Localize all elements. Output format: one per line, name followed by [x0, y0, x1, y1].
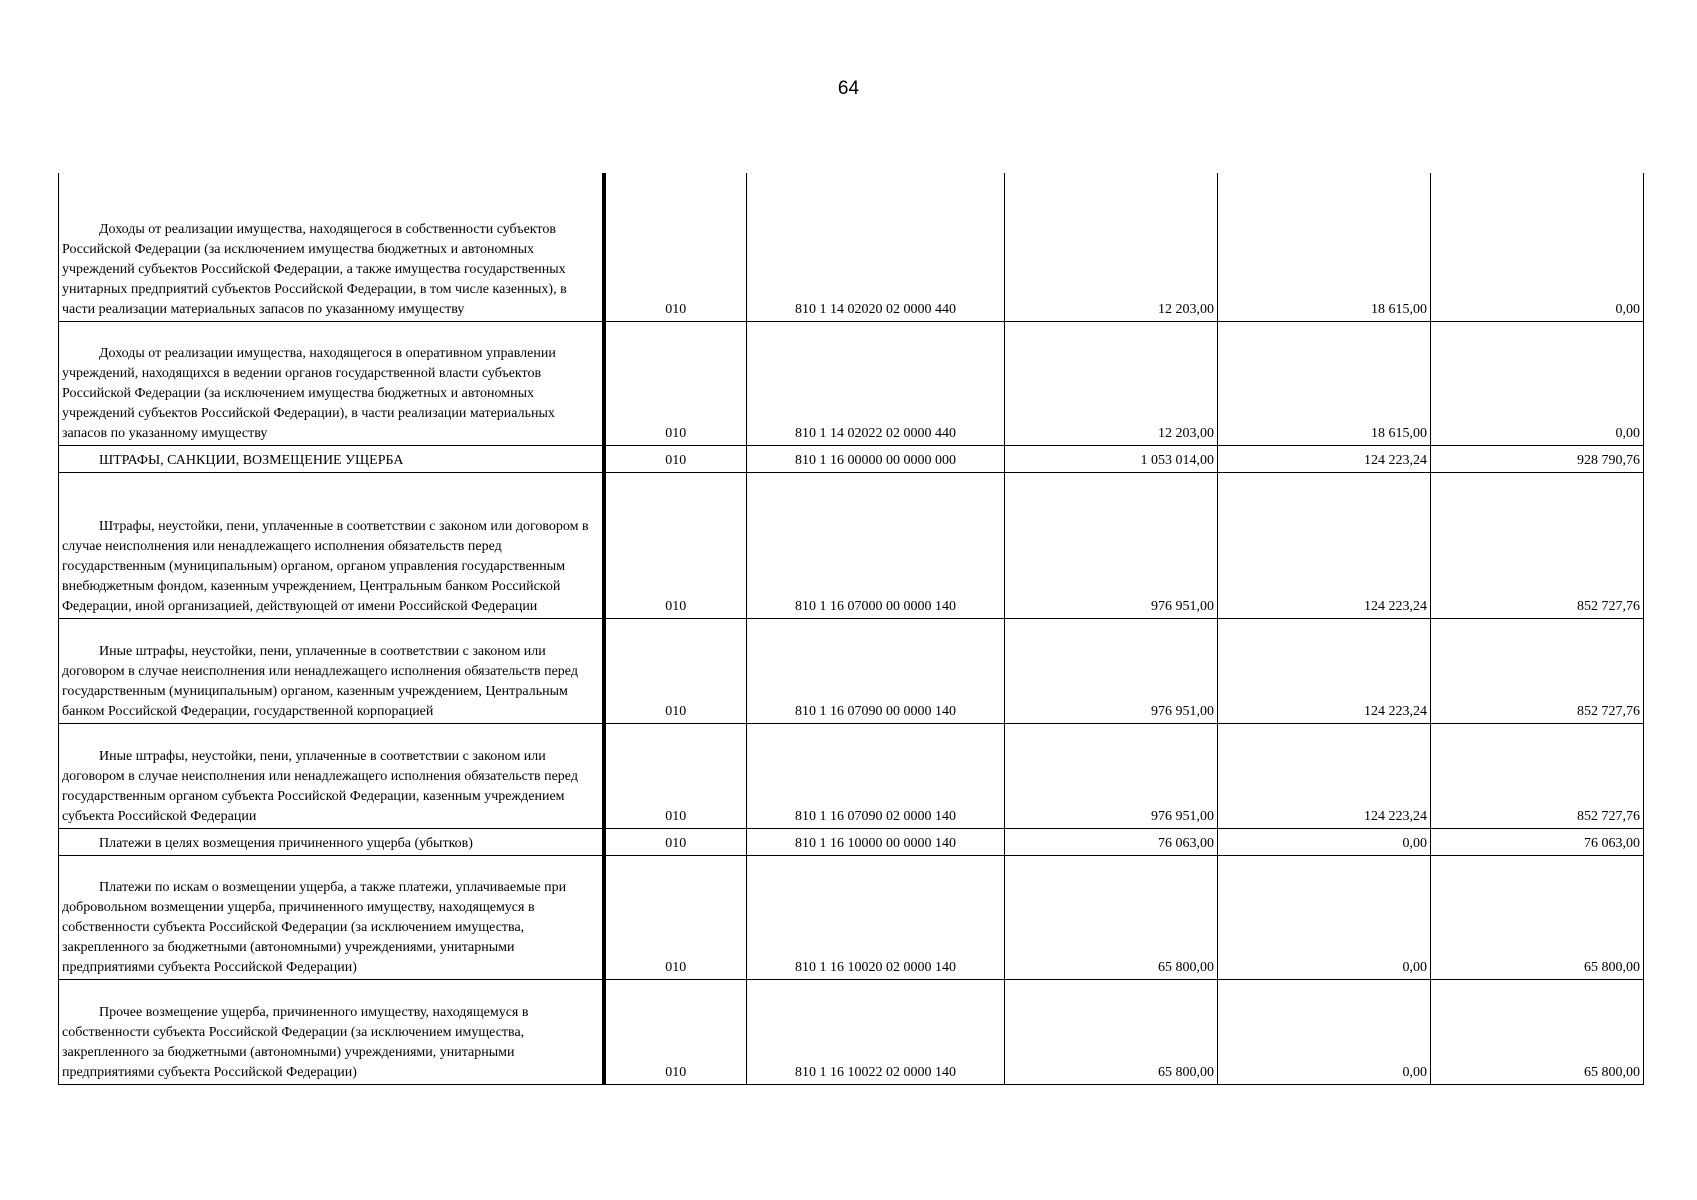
row-description: ШТРАФЫ, САНКЦИИ, ВОЗМЕЩЕНИЕ УЩЕРБА [59, 445, 604, 472]
row-line-code: 010 [604, 321, 747, 445]
row-budget-code: 810 1 14 02020 02 0000 440 [747, 173, 1005, 321]
page-number: 64 [837, 78, 860, 99]
row-approved-amount: 65 800,00 [1005, 979, 1218, 1084]
row-budget-code: 810 1 16 07090 02 0000 140 [747, 723, 1005, 828]
row-budget-code: 810 1 16 00000 00 0000 000 [747, 445, 1005, 472]
row-line-code: 010 [604, 618, 747, 723]
row-unexecuted-amount: 65 800,00 [1431, 979, 1644, 1084]
row-line-code: 010 [604, 828, 747, 855]
row-description: Штрафы, неустойки, пени, уплаченные в соответствии с законом или договором в случае неисполнения или ненадлежащего исполнения обязательств перед государственным (муниципальным) органом, органом управления государственным внебюджетным фондом, казенным учреждением, Центральным банком Российской Федерации, иной организацией, действующей от имени Российской Федерации [59, 472, 604, 618]
table-row [59, 828, 1644, 855]
revenue-table [58, 173, 1644, 1085]
row-description: Доходы от реализации имущества, находящегося в оперативном управлении учреждений, находящихся в ведении органов государственной власти субъектов Российской Федерации (за исключением имущества бюджетных и автономных учреждений субъектов Российской Федерации), в части реализации материальных запасов по указанному имуществу [59, 321, 604, 445]
row-budget-code: 810 1 16 10020 02 0000 140 [747, 855, 1005, 979]
row-approved-amount: 1 053 014,00 [1005, 445, 1218, 472]
row-line-code: 010 [604, 445, 747, 472]
row-unexecuted-amount: 0,00 [1431, 321, 1644, 445]
row-approved-amount: 976 951,00 [1005, 723, 1218, 828]
row-budget-code: 810 1 16 10000 00 0000 140 [747, 828, 1005, 855]
row-unexecuted-amount: 65 800,00 [1431, 855, 1644, 979]
table-row [59, 445, 1644, 472]
row-executed-amount: 18 615,00 [1218, 321, 1431, 445]
row-line-code: 010 [604, 979, 747, 1084]
row-description: Платежи в целях возмещения причиненного ущерба (убытков) [59, 828, 604, 855]
row-approved-amount: 76 063,00 [1005, 828, 1218, 855]
row-unexecuted-amount: 76 063,00 [1431, 828, 1644, 855]
table-row [59, 855, 1644, 979]
row-description: Иные штрафы, неустойки, пени, уплаченные в соответствии с законом или договором в случае неисполнения или ненадлежащего исполнения обязательств перед государственным (муниципальным) органом, казенным учреждением, Центральным банком Российской Федерации, государственной корпорацией [59, 618, 604, 723]
row-unexecuted-amount: 852 727,76 [1431, 618, 1644, 723]
row-approved-amount: 976 951,00 [1005, 472, 1218, 618]
table-row [59, 723, 1644, 828]
row-executed-amount: 124 223,24 [1218, 723, 1431, 828]
row-line-code: 010 [604, 472, 747, 618]
row-unexecuted-amount: 852 727,76 [1431, 723, 1644, 828]
row-unexecuted-amount: 0,00 [1431, 173, 1644, 321]
row-approved-amount: 65 800,00 [1005, 855, 1218, 979]
row-executed-amount: 124 223,24 [1218, 472, 1431, 618]
row-budget-code: 810 1 14 02022 02 0000 440 [747, 321, 1005, 445]
table-row [59, 472, 1644, 618]
row-unexecuted-amount: 852 727,76 [1431, 472, 1644, 618]
row-unexecuted-amount: 928 790,76 [1431, 445, 1644, 472]
row-line-code: 010 [604, 855, 747, 979]
row-executed-amount: 124 223,24 [1218, 618, 1431, 723]
row-executed-amount: 124 223,24 [1218, 445, 1431, 472]
row-approved-amount: 976 951,00 [1005, 618, 1218, 723]
row-budget-code: 810 1 16 10022 02 0000 140 [747, 979, 1005, 1084]
table-row [59, 173, 1644, 321]
table-row [59, 321, 1644, 445]
row-budget-code: 810 1 16 07090 00 0000 140 [747, 618, 1005, 723]
row-description: Иные штрафы, неустойки, пени, уплаченные в соответствии с законом или договором в случае неисполнения или ненадлежащего исполнения обязательств перед государственным органом субъекта Российской Федерации, казенным учреждением субъекта Российской Федерации [59, 723, 604, 828]
row-approved-amount: 12 203,00 [1005, 321, 1218, 445]
row-budget-code: 810 1 16 07000 00 0000 140 [747, 472, 1005, 618]
row-executed-amount: 18 615,00 [1218, 173, 1431, 321]
row-approved-amount: 12 203,00 [1005, 173, 1218, 321]
row-line-code: 010 [604, 173, 747, 321]
row-executed-amount: 0,00 [1218, 828, 1431, 855]
row-line-code: 010 [604, 723, 747, 828]
row-description: Платежи по искам о возмещении ущерба, а также платежи, уплачиваемые при добровольном возмещении ущерба, причиненного имуществу, находящемуся в собственности субъекта Российской Федерации (за исключением имущества, закрепленного за бюджетными (автономными) учреждениями, унитарными предприятиями субъекта Российской Федерации) [59, 855, 604, 979]
table-row [59, 979, 1644, 1084]
table-row [59, 618, 1644, 723]
row-executed-amount: 0,00 [1218, 855, 1431, 979]
row-description: Прочее возмещение ущерба, причиненного имуществу, находящемуся в собственности субъекта Российской Федерации (за исключением имущества, закрепленного за бюджетными (автономными) учреждениями, унитарными предприятиями субъекта Российской Федерации) [59, 979, 604, 1084]
row-executed-amount: 0,00 [1218, 979, 1431, 1084]
row-description: Доходы от реализации имущества, находящегося в собственности субъектов Российской Федерации (за исключением имущества бюджетных и автономных учреждений субъектов Российской Федерации, а также имущества государственных унитарных предприятий субъектов Российской Федерации, в том числе казенных), в части реализации материальных запасов по указанному имуществу [59, 173, 604, 321]
